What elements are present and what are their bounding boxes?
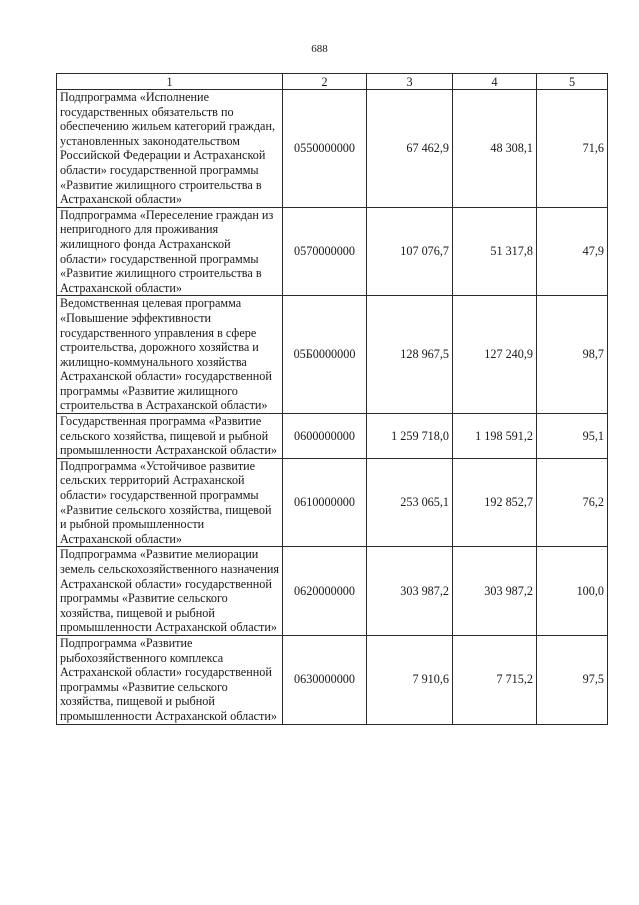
actual-amount-cell: 127 240,9 bbox=[453, 296, 537, 414]
planned-amount-cell: 7 910,6 bbox=[367, 635, 453, 724]
percent-cell: 100,0 bbox=[537, 547, 608, 636]
program-name-cell: Подпрограмма «Развитие мелиорации земель сельскохозяйственного назначения Астраханской области» государственной программы «Развитие сельского хозяйства, пищевой и рыбной промышленности Астраханской области» bbox=[57, 547, 283, 636]
header-row bbox=[57, 74, 608, 90]
table-row bbox=[57, 207, 608, 296]
planned-amount-cell: 107 076,7 bbox=[367, 207, 453, 296]
header-col-2: 2 bbox=[283, 74, 367, 90]
program-code-cell: 0600000000 bbox=[283, 414, 367, 459]
percent-cell: 98,7 bbox=[537, 296, 608, 414]
header-col-5: 5 bbox=[537, 74, 608, 90]
planned-amount-cell: 67 462,9 bbox=[367, 90, 453, 208]
percent-cell: 71,6 bbox=[537, 90, 608, 208]
planned-amount-cell: 128 967,5 bbox=[367, 296, 453, 414]
program-name-cell: Подпрограмма «Развитие рыбохозяйственного комплекса Астраханской области» государственной программы «Развитие сельского хозяйства, пищевой и рыбной промышленности Астраханской области» bbox=[57, 635, 283, 724]
planned-amount-cell: 303 987,2 bbox=[367, 547, 453, 636]
table-row bbox=[57, 458, 608, 547]
program-code-cell: 0630000000 bbox=[283, 635, 367, 724]
table-row bbox=[57, 90, 608, 208]
percent-cell: 95,1 bbox=[537, 414, 608, 459]
table-row bbox=[57, 296, 608, 414]
program-code-cell: 05Б0000000 bbox=[283, 296, 367, 414]
header-col-4: 4 bbox=[453, 74, 537, 90]
page-number: 688 bbox=[311, 43, 328, 55]
header-col-3: 3 bbox=[367, 74, 453, 90]
program-name-cell: Подпрограмма «Устойчивое развитие сельских территорий Астраханской области» государственной программы «Развитие сельского хозяйства, пищевой и рыбной промышленности Астраханской области» bbox=[57, 458, 283, 547]
program-code-cell: 0550000000 bbox=[283, 90, 367, 208]
program-name-cell: Подпрограмма «Исполнение государственных обязательств по обеспечению жильем категорий граждан, установленных законодательством Российской Федерации и Астраханской области» государственной программы «Развитие жилищного строительства в Астраханской области» bbox=[57, 90, 283, 208]
percent-cell: 47,9 bbox=[537, 207, 608, 296]
percent-cell: 76,2 bbox=[537, 458, 608, 547]
program-name-cell: Ведомственная целевая программа «Повышение эффективности государственного управления в сфере строительства, дорожного хозяйства и жилищно-коммунального хозяйства Астраханской области» государственной программы «Развитие жилищного строительства в Астраханской области» bbox=[57, 296, 283, 414]
program-code-cell: 0620000000 bbox=[283, 547, 367, 636]
actual-amount-cell: 51 317,8 bbox=[453, 207, 537, 296]
program-code-cell: 0570000000 bbox=[283, 207, 367, 296]
actual-amount-cell: 192 852,7 bbox=[453, 458, 537, 547]
program-code-cell: 0610000000 bbox=[283, 458, 367, 547]
table-row bbox=[57, 414, 608, 459]
actual-amount-cell: 303 987,2 bbox=[453, 547, 537, 636]
actual-amount-cell: 48 308,1 bbox=[453, 90, 537, 208]
percent-cell: 97,5 bbox=[537, 635, 608, 724]
program-name-cell: Государственная программа «Развитие сельского хозяйства, пищевой и рыбной промышленности Астраханской области» bbox=[57, 414, 283, 459]
program-name-cell: Подпрограмма «Переселение граждан из непригодного для проживания жилищного фонда Астраханской области» государственной программы «Развитие жилищного строительства в Астраханской области» bbox=[57, 207, 283, 296]
budget-table bbox=[56, 73, 608, 725]
planned-amount-cell: 1 259 718,0 bbox=[367, 414, 453, 459]
actual-amount-cell: 1 198 591,2 bbox=[453, 414, 537, 459]
planned-amount-cell: 253 065,1 bbox=[367, 458, 453, 547]
table-row bbox=[57, 547, 608, 636]
actual-amount-cell: 7 715,2 bbox=[453, 635, 537, 724]
table-row bbox=[57, 635, 608, 724]
header-col-1: 1 bbox=[57, 74, 283, 90]
